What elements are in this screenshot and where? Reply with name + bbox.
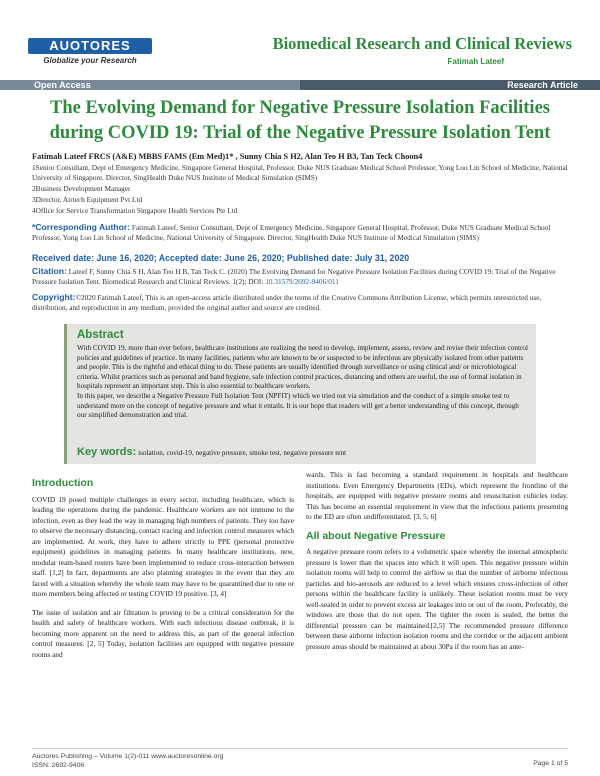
- doi-link[interactable]: 10.31579/2692-9406/011: [265, 277, 339, 286]
- footer-publisher-line: Auctores Publishing – Volume 1(2)-011 www.auctoresonline.org: [32, 753, 224, 760]
- body-paragraph: COVID 19 posed multiple challenges in every sector, including healthcare, which is leading the operations during the pandemic. Healthcare workers are not immune to the infection, even as they lead the way in managing high numbers of patients. They too have to observe the necessary distancing, contact tracing and infection control measures which are implemented. At work, they have to adhere strictly to PPE (personal protective equipment) guidelines in managing patients. In many healthcare institutions, new, modular team-based rosters have been implemented to reduce cross-interaction between staff. [1,2] In fact, departments are also planning strategies in the event that they are faced with a situation whereby the whole team may have to be quarantined due to one or more members being affected or testing COVID 19 positive. [3, 4]: [32, 494, 294, 598]
- article-type-band-right: [300, 80, 600, 90]
- body-paragraph: wards. This is fast becoming a standard requirement in hospitals and healthcare institutions. Even Emergency Departments (EDs), which represent the frontline of the hospitals, are equipped with negative pressure rooms and resuscitation cubicles today. This has become an essential requirement in view that the infectious patients presenting to the ED are often undifferentiated. [3, 5, 6]: [306, 470, 568, 521]
- footer-divider: [32, 748, 568, 749]
- article-dates: Received date: June 16, 2020; Accepted date: June 26, 2020; Published date: July 31, 2020: [32, 253, 410, 263]
- citation: [32, 266, 572, 287]
- copyright-text: ©2020 Fatimah Lateef, This is an open-access article distributed under the terms of the Creative Commons Attribution License, which permits unrestricted use, distribution, and reproduction in any medium, provided the original author and source are credited.: [32, 293, 542, 312]
- corresponding-author-label: *Corresponding Author:: [32, 222, 131, 232]
- publisher-logo-text: AUOTORES: [49, 38, 131, 53]
- publisher-tagline: Globalize your Research: [43, 56, 137, 65]
- article-title: The Evolving Demand for Negative Pressure Isolation Facilities during COVID 19: Trial of the Negative Pressure Isolation Tent: [49, 98, 551, 143]
- affiliation-2: 2Business Development Manager: [32, 184, 131, 193]
- journal-title: Biomedical Research and Clinical Reviews: [272, 34, 572, 53]
- citation-label: Citation:: [32, 266, 67, 276]
- citation-text: Lateef F, Sunny Chia S H, Alan Teo H B, Tan Teck C. (2020) The Evolving Demand for Negative Pressure Isolation Facilities during COVID 19: Trial of the Negative Pressure Isolation Tent. Biomedical Research and Clinical Reviews. 1(2); DOI:: [32, 267, 556, 286]
- open-access-band: [0, 80, 300, 90]
- open-access-label: Open Access: [34, 80, 91, 90]
- abstract-box: [64, 324, 536, 464]
- body-paragraph: The issue of isolation and air filtration is proving to be a critical consideration for the health and safety of healthcare workers. With each infectious disease outbreak, it is becoming more apparent on the need to address this, as part of the general infection control measures. [2, 5] Today, isolation facilities are equipped with negative pressure rooms and: [32, 607, 294, 659]
- article-type-label: Research Article: [507, 80, 578, 90]
- running-author: Fatimah Lateef: [447, 57, 504, 66]
- page-number: Page 1 of 5: [533, 760, 568, 767]
- abstract-body: [77, 344, 529, 421]
- copyright-label: Copyright:: [32, 292, 76, 302]
- affiliation-4: 4Office for Service Transformation Singapore Health Services Pte Ltd: [32, 206, 238, 215]
- keywords-text: isolation, covid-19, negative pressure, smoke test, negative pressure tent: [136, 449, 347, 457]
- introduction-heading: Introduction: [32, 477, 94, 489]
- author-list: Fatimah Lateef FRCS (A&E) MBBS FAMS (Em Med)1* , Sunny Chia S H2, Alan Teo H B3, Tan Teck Choon4: [32, 152, 423, 161]
- affiliation-3: 3Director, Airtech Equipment Pvt Ltd: [32, 195, 143, 204]
- copyright: [32, 292, 572, 313]
- right-column: [306, 470, 568, 660]
- publisher-logo[interactable]: [28, 38, 152, 54]
- page-header: [0, 0, 600, 80]
- affiliation-1: 1Senior Consultant, Dept of Emergency Medicine, Singapore General Hospital, Professor, Duke NUS Graduate Medical School Professor, Yong Loo Lin School of Medicine, National University of Singapore. Director, SingHealth Duke NUS Institute of Medical Simulation (SIMS): [32, 163, 568, 182]
- abstract-heading: Abstract: [77, 329, 124, 341]
- corresponding-author: [32, 222, 572, 243]
- footer-issn: ISSN: 2692-9406: [32, 762, 85, 769]
- left-column: [32, 470, 294, 668]
- abstract-paragraph: With COVID 19, more than ever before, healthcare institutions are realizing the need to develop, implement, assess, review and revise their infection control policies and guidelines of practice. In many facilities, patients who are known to be or suspected to be infectious are physically isolated from other patients and people. This is the rightful and ethical thing to do. These patients are usually identified through surveillance or using clinical and/ or microbiological criteria. Whilst practices such as personal and hand hygiene, safe infection control practices, distancing and others are useful, the use of formal isolation in hospitals represent an important step. This is also essential to healthcare workers.: [77, 344, 528, 391]
- abstract-paragraph: In this paper, we describe a Negative Pressure Full Isolation Tent (NPFIT) which we tried out via simulation and the conduct of a simple smoke test to understand more on the concept of negative pressure and what it entails. It is our hope that readers will get a better understanding of this concept, through our simplified demonstration and trial.: [77, 391, 519, 420]
- keywords: [77, 446, 529, 458]
- body-paragraph: A negative pressure room refers to a volumetric space whereby the internal atmospheric pressure is lower than the spaces into which it will open. This negative pressure within isolation rooms will help to control the airflow so that the number of airborne infectious particles and bio-aerosols are reduced to a level which ensures cross-infection of other persons within the healthcare facility is unlikely. These isolation rooms must be very well-sealed in order to prevent excess air leakages into or out of the room. Preferably, the windows are those that do not open. The tighter the room is sealed, the better the differential pressure can be maintained.[2,5] The recommended pressure difference between these airborne infection isolation rooms and the corridor or the adjacent ambient pressure areas should be maintained at about 30Pa if the room has an ante-: [306, 547, 568, 651]
- footer-publisher: [32, 752, 223, 770]
- corresponding-author-text: Fatimah Lateef, Senior Consultant, Dept of Emergency Medicine, Singapore General Hospital, Professor, Duke NUS Graduate Medical School Professor, Yong Loo Lin School of Medicine, National University of Singapore. Director, SingHealth Duke NUS Institute of Medical Simulation (SIMS): [32, 223, 551, 242]
- article-type-band: [0, 80, 600, 90]
- keywords-label: Key words:: [77, 446, 137, 458]
- negative-pressure-heading: All about Negative Pressure: [306, 529, 446, 542]
